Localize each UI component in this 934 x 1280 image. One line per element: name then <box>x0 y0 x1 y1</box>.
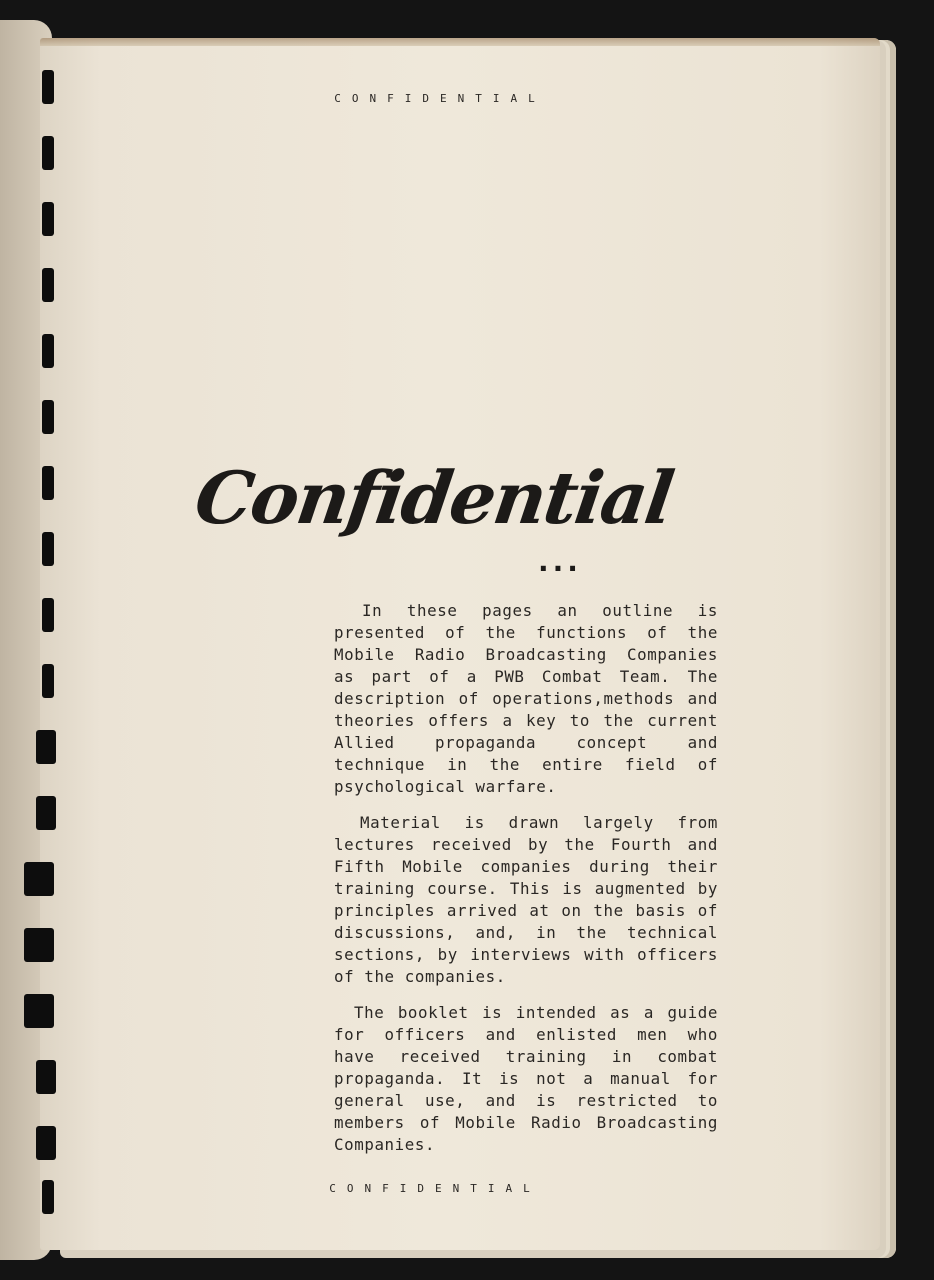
footer-confidential-mark: CONFIDENTIAL <box>329 1182 541 1195</box>
binding-hole <box>36 730 56 764</box>
binding-hole <box>42 1180 54 1214</box>
spiral-binding <box>14 70 64 1230</box>
paragraph-3: The booklet is intended as a guide for officers and enlisted men who have received training in combat propaganda. It is not a manual for general use, and is restricted to members of Mobile Radio Broadcasting Companies. <box>334 1003 718 1154</box>
binding-hole <box>36 1126 56 1160</box>
paragraph-2: Material is drawn largely from lectures received by the Fourth and Fifth Mobile companies during their training course. This is augmented by principles arrived at on the basis of discussions, and, in the technical sections, by interviews with officers of the companies. <box>334 813 718 986</box>
binding-hole <box>42 202 54 236</box>
binding-hole <box>42 466 54 500</box>
binding-hole <box>42 664 54 698</box>
binding-hole <box>42 70 54 104</box>
binding-hole <box>42 136 54 170</box>
binding-hole <box>36 1060 56 1094</box>
binding-hole <box>42 400 54 434</box>
binding-hole <box>24 994 54 1028</box>
body-text <box>334 600 718 1170</box>
binding-hole <box>24 928 54 962</box>
binding-hole <box>36 796 56 830</box>
binding-hole <box>42 268 54 302</box>
binding-hole <box>42 598 54 632</box>
page-top-edge <box>40 38 880 46</box>
script-title-ellipsis: ... <box>538 545 582 578</box>
paragraph-1: In these pages an outline is presented of the functions of the Mobile Radio Broadcasting Companies as part of a PWB Combat Team. The description of operations,methods and theories offers a key to the current Allied propaganda concept and technique in the entire field of psychological warfare. <box>334 601 718 796</box>
script-title: Confidential <box>190 455 678 540</box>
header-confidential-mark: CONFIDENTIAL <box>334 92 546 105</box>
binding-hole <box>42 532 54 566</box>
binding-hole <box>24 862 54 896</box>
binding-hole <box>42 334 54 368</box>
